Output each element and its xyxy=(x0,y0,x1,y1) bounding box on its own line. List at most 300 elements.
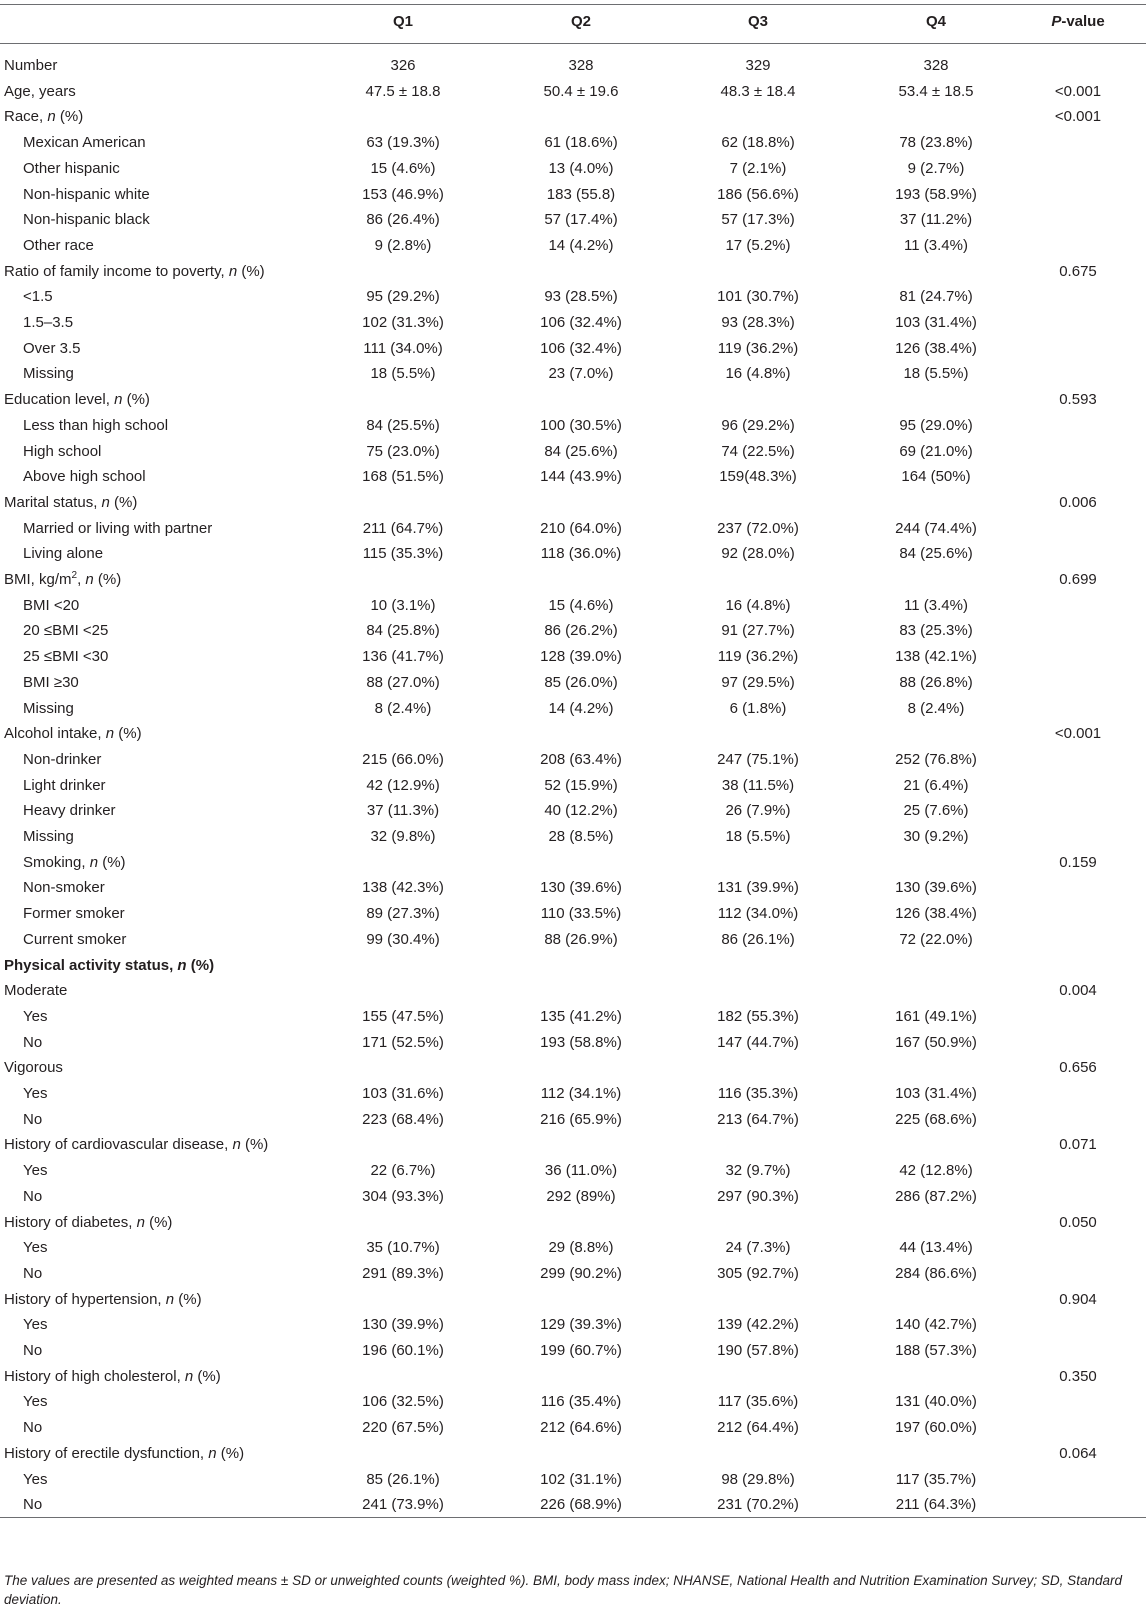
row-label xyxy=(23,1389,47,1415)
row-label xyxy=(4,1210,172,1236)
row-label xyxy=(23,233,94,259)
row-label-text: 20 ≤BMI <25 xyxy=(23,622,109,640)
row-label-text: Yes xyxy=(23,1007,48,1025)
table-row xyxy=(0,824,1146,850)
cell-q1: 15 (4.6%) xyxy=(370,159,436,177)
row-label-text: History of hypertension, xyxy=(4,1290,166,1308)
cell-q2: 292 (89%) xyxy=(546,1187,616,1205)
row-label xyxy=(4,104,83,130)
row-label-tail: (%) xyxy=(55,108,84,126)
row-label-text: Heavy drinker xyxy=(23,802,116,820)
row-label-text: No xyxy=(23,1496,43,1514)
table-row xyxy=(0,593,1146,619)
table-row xyxy=(0,721,1146,747)
cell-p-value: <0.001 xyxy=(1054,725,1102,743)
row-label-italic: n xyxy=(101,493,110,511)
row-label-text: Non-drinker xyxy=(23,750,102,768)
row-label xyxy=(23,824,74,850)
table-header-row xyxy=(0,9,1146,35)
row-label-text: 25 ≤BMI <30 xyxy=(23,648,109,666)
cell-q3: 147 (44.7%) xyxy=(717,1033,799,1051)
row-label-text: Above high school xyxy=(23,468,146,486)
table-row xyxy=(0,901,1146,927)
row-label-text: Education level, xyxy=(4,391,115,409)
row-label xyxy=(4,1364,221,1390)
row-label-text: Yes xyxy=(23,1316,48,1334)
row-label-text: Yes xyxy=(23,1162,48,1180)
cell-q4: 30 (9.2%) xyxy=(903,828,969,845)
header-p-value xyxy=(1028,9,1128,35)
header-p-rest: -value xyxy=(1061,13,1105,30)
cell-q3: 119 (36.2%) xyxy=(717,339,799,357)
row-label xyxy=(4,387,150,413)
cell-q2: 208 (63.4%) xyxy=(540,750,622,768)
row-label xyxy=(23,696,74,722)
table-row xyxy=(0,490,1146,516)
row-label-tail: (%) xyxy=(216,1444,245,1462)
cell-q2: 57 (17.4%) xyxy=(544,211,618,229)
table-row xyxy=(0,1184,1146,1210)
cell-q2: 13 (4.0%) xyxy=(548,159,614,177)
row-label-superscript: 2 xyxy=(71,570,78,581)
table-row xyxy=(0,387,1146,413)
row-label-text: Yes xyxy=(23,1239,48,1257)
row-label-text: Number xyxy=(4,57,58,74)
row-label xyxy=(23,1415,42,1441)
cell-q4: 37 (11.2%) xyxy=(899,211,973,229)
row-label-text: Non-smoker xyxy=(23,879,105,897)
cell-p-value: 0.064 xyxy=(1059,1444,1097,1462)
header-q4: Q4 xyxy=(925,13,946,30)
table-row xyxy=(0,618,1146,644)
table-row xyxy=(0,182,1146,208)
cell-q2: 183 (55.8) xyxy=(546,185,616,203)
table-row xyxy=(0,336,1146,362)
row-label xyxy=(23,310,73,336)
cell-q2: 28 (8.5%) xyxy=(548,828,614,845)
row-label xyxy=(23,670,79,696)
cell-q3: 26 (7.9%) xyxy=(725,802,791,820)
row-label xyxy=(23,1081,47,1107)
cell-q2: 226 (68.9%) xyxy=(540,1496,622,1514)
row-label-text: Ratio of family income to poverty, xyxy=(4,262,229,280)
row-label-tail: (%) xyxy=(114,725,142,743)
row-label-text: No xyxy=(23,1033,43,1051)
row-label-italic: n xyxy=(85,571,94,588)
cell-q1: 10 (3.1%) xyxy=(370,596,436,614)
row-label xyxy=(4,1132,268,1158)
cell-p-value: 0.071 xyxy=(1059,1136,1097,1154)
cell-q2: 85 (26.0%) xyxy=(544,673,618,691)
row-label-tail: (%) xyxy=(240,1136,269,1154)
cell-q4: 8 (2.4%) xyxy=(907,699,965,717)
cell-q2: 23 (7.0%) xyxy=(548,365,614,383)
row-label xyxy=(23,1235,47,1261)
cell-q4: 193 (58.9%) xyxy=(895,185,977,203)
row-label xyxy=(4,259,265,285)
cell-q3: 96 (29.2%) xyxy=(721,416,795,434)
row-label-tail: (%) xyxy=(186,956,215,974)
cell-q3: 24 (7.3%) xyxy=(725,1239,791,1257)
cell-q3: 116 (35.3%) xyxy=(717,1085,799,1102)
cell-q4: 286 (87.2%) xyxy=(895,1187,977,1205)
cell-q4: 188 (57.3%) xyxy=(895,1342,977,1359)
cell-q4: 244 (74.4%) xyxy=(895,519,977,537)
table-row xyxy=(0,1287,1146,1313)
cell-q1: 291 (89.3%) xyxy=(362,1264,444,1282)
table-row xyxy=(0,1261,1146,1287)
cell-q4: 25 (7.6%) xyxy=(903,802,969,820)
table-header-rule xyxy=(0,43,1146,44)
cell-q3: 119 (36.2%) xyxy=(717,648,799,666)
row-label xyxy=(23,1492,42,1518)
cell-q4: 103 (31.4%) xyxy=(895,1085,977,1102)
cell-q3: 38 (11.5%) xyxy=(721,776,795,794)
row-label-text: Light drinker xyxy=(23,776,106,794)
table-row xyxy=(0,464,1146,490)
table-row xyxy=(0,310,1146,336)
table-row xyxy=(0,79,1146,105)
cell-q4: 126 (38.4%) xyxy=(895,905,977,923)
cell-q2: 118 (36.0%) xyxy=(540,545,622,563)
row-label: BMI, $kg/m^2$, n (%) xyxy=(4,570,122,588)
row-label-text: BMI ≥30 xyxy=(23,673,79,691)
cell-q4: 130 (39.6%) xyxy=(895,879,977,897)
row-label-italic: n xyxy=(47,108,56,126)
row-label xyxy=(23,207,150,233)
row-label-italic: n xyxy=(105,725,115,743)
cell-q3: 237 (72.0%) xyxy=(717,519,799,537)
table-row xyxy=(0,1415,1146,1441)
table-row xyxy=(0,875,1146,901)
cell-q2: 102 (31.1%) xyxy=(540,1470,622,1488)
cell-q4: 167 (50.9%) xyxy=(895,1033,977,1051)
row-label-text: No xyxy=(23,1264,43,1282)
cell-q1: 304 (93.3%) xyxy=(362,1187,444,1205)
cell-q3: 7 (2.1%) xyxy=(729,159,787,177)
table-row xyxy=(0,1107,1146,1133)
row-label-text: Married or living with partner xyxy=(23,519,213,537)
row-label-italic: n xyxy=(114,391,123,409)
cell-q4: 18 (5.5%) xyxy=(903,365,969,383)
table-row xyxy=(0,1235,1146,1261)
cell-q3: 247 (75.1%) xyxy=(717,750,799,768)
cell-p-value: 0.904 xyxy=(1059,1290,1097,1308)
cell-q4: 11 (3.4%) xyxy=(904,596,968,614)
cell-q2: 116 (35.4%) xyxy=(540,1393,622,1411)
row-label-text: Age, years xyxy=(4,82,76,100)
table-row xyxy=(0,516,1146,542)
cell-q3: 297 (90.3%) xyxy=(717,1187,799,1205)
row-label-italic: n xyxy=(136,1213,145,1231)
cell-q3: 92 (28.0%) xyxy=(721,545,795,563)
cell-q3: 101 (30.7%) xyxy=(717,288,799,306)
cell-q1: 215 (66.0%) xyxy=(362,750,444,768)
table-row xyxy=(0,1158,1146,1184)
table-row xyxy=(0,207,1146,233)
header-q3: Q3 xyxy=(747,13,768,30)
cell-q2: 61 (18.6%) xyxy=(544,134,618,152)
cell-q3: 213 (64.7%) xyxy=(717,1110,799,1128)
cell-q4: 131 (40.0%) xyxy=(895,1393,977,1411)
row-label xyxy=(23,156,120,182)
row-label-text: Other hispanic xyxy=(23,159,120,177)
cell-q1: 88 (27.0%) xyxy=(366,673,440,691)
cell-q2: 135 (41.2%) xyxy=(540,1007,622,1025)
row-label-italic: n xyxy=(177,956,187,974)
cell-q1: 89 (27.3%) xyxy=(366,905,440,923)
cell-p-value: 0.159 xyxy=(1059,853,1097,871)
cell-q4: 164 (50%) xyxy=(901,468,971,486)
cell-q3: 212 (64.4%) xyxy=(717,1419,799,1437)
row-label xyxy=(23,413,168,439)
cell-q4: 225 (68.6%) xyxy=(895,1110,977,1128)
cell-q3: 62 (18.8%) xyxy=(721,134,795,152)
cell-q3: 16 (4.8%) xyxy=(725,365,791,383)
cell-q4: 126 (38.4%) xyxy=(895,339,977,357)
cell-q4: 84 (25.6%) xyxy=(899,545,973,563)
row-label-italic: n xyxy=(165,1290,175,1308)
row-label xyxy=(23,336,81,362)
cell-q1: 95 (29.2%) xyxy=(366,288,440,306)
row-label-tail: (%) xyxy=(122,391,150,409)
row-label xyxy=(4,79,76,105)
cell-q3: 91 (27.7%) xyxy=(721,622,795,640)
cell-q4: 161 (49.1%) xyxy=(895,1007,977,1025)
table-row xyxy=(0,1338,1146,1364)
row-label-text: No xyxy=(23,1419,43,1437)
cell-q1: 102 (31.3%) xyxy=(362,314,444,331)
cell-p-value: 0.593 xyxy=(1059,391,1097,409)
cell-q3: 231 (70.2%) xyxy=(717,1496,799,1514)
cell-q1: 85 (26.1%) xyxy=(366,1470,440,1488)
cell-q3: 182 (55.3%) xyxy=(717,1007,799,1025)
row-label-text: History of diabetes, xyxy=(4,1213,137,1231)
row-label xyxy=(23,130,146,156)
row-label xyxy=(23,850,126,876)
cell-q2: 93 (28.5%) xyxy=(544,288,618,306)
cell-p-value: 0.050 xyxy=(1059,1213,1097,1231)
table-row xyxy=(0,747,1146,773)
cell-q1: 171 (52.5%) xyxy=(362,1033,444,1051)
cell-q1: 99 (30.4%) xyxy=(366,930,440,948)
cell-q4: 197 (60.0%) xyxy=(895,1419,977,1437)
table-row xyxy=(0,1055,1146,1081)
table-row xyxy=(0,104,1146,130)
cell-q2: 130 (39.6%) xyxy=(540,879,622,897)
header-q1: Q1 xyxy=(392,13,413,30)
row-label-text: 1.5–3.5 xyxy=(23,314,74,331)
cell-q1: 326 xyxy=(390,57,416,74)
table-row xyxy=(0,1467,1146,1493)
row-label-text: Less than high school xyxy=(23,416,169,434)
row-label xyxy=(23,1184,42,1210)
row-label xyxy=(23,593,79,619)
row-label xyxy=(4,978,67,1004)
cell-q1: 241 (73.9%) xyxy=(362,1496,444,1514)
row-label xyxy=(4,721,142,747)
row-label-italic: n xyxy=(232,1136,241,1154)
row-label-tail: (%) xyxy=(98,853,126,871)
table-row xyxy=(0,1364,1146,1390)
row-label xyxy=(23,1004,47,1030)
row-label-text: Missing xyxy=(23,365,74,383)
table-row xyxy=(0,1081,1146,1107)
table-row xyxy=(0,1030,1146,1056)
cell-q1: 211 (64.7%) xyxy=(362,519,444,537)
cell-p-value: 0.656 xyxy=(1059,1059,1097,1077)
cell-q1: 32 (9.8%) xyxy=(370,828,436,845)
table-row xyxy=(0,696,1146,722)
cell-q1: 196 (60.1%) xyxy=(362,1342,444,1359)
cell-q4: 88 (26.8%) xyxy=(899,673,973,691)
table-row xyxy=(0,130,1146,156)
cell-q2: 106 (32.4%) xyxy=(540,339,622,357)
cell-q2: 40 (12.2%) xyxy=(544,802,618,820)
table-row xyxy=(0,284,1146,310)
cell-q4: 140 (42.7%) xyxy=(895,1316,977,1334)
cell-q4: 138 (42.1%) xyxy=(895,648,977,666)
cell-q2: 36 (11.0%) xyxy=(544,1162,618,1180)
header-p-italic: P xyxy=(1051,13,1062,30)
row-label xyxy=(23,439,101,465)
table-top-rule xyxy=(0,4,1146,5)
cell-q1: 18 (5.5%) xyxy=(370,365,436,383)
table-row xyxy=(0,1210,1146,1236)
cell-q4: 284 (86.6%) xyxy=(895,1264,977,1282)
cell-q3: 97 (29.5%) xyxy=(721,673,795,691)
cell-q3: 305 (92.7%) xyxy=(717,1264,799,1282)
row-label-text: Physical activity status, xyxy=(4,956,178,974)
row-label-text: Non-hispanic white xyxy=(23,185,150,203)
cell-q4: 9 (2.7%) xyxy=(907,159,965,177)
cell-q2: 210 (64.0%) xyxy=(540,519,622,537)
cell-q3: 32 (9.7%) xyxy=(725,1162,791,1180)
table-row xyxy=(0,1132,1146,1158)
row-label-text: Yes xyxy=(23,1085,48,1102)
cell-q3: 98 (29.8%) xyxy=(721,1470,795,1488)
cell-q1: 75 (23.0%) xyxy=(366,442,440,460)
cell-q1: 47.5 ± 18.8 xyxy=(365,82,441,100)
cell-q1: 8 (2.4%) xyxy=(374,699,432,717)
cell-q1: 86 (26.4%) xyxy=(366,211,440,229)
cell-q3: 48.3 ± 18.4 xyxy=(720,82,796,100)
row-label-text: No xyxy=(23,1110,43,1128)
row-label xyxy=(23,773,106,799)
row-label-text: Yes xyxy=(23,1470,48,1488)
table-row xyxy=(0,1492,1146,1518)
table-row xyxy=(0,413,1146,439)
row-label xyxy=(4,490,137,516)
cell-q1: 22 (6.7%) xyxy=(370,1162,436,1180)
cell-p-value: <0.001 xyxy=(1054,82,1102,100)
table-row xyxy=(0,927,1146,953)
table-row xyxy=(0,439,1146,465)
cell-p-value: 0.004 xyxy=(1059,982,1097,1000)
cell-q2: 14 (4.2%) xyxy=(548,236,614,254)
row-label-tail: (%) xyxy=(144,1213,173,1231)
cell-q3: 117 (35.6%) xyxy=(717,1393,799,1411)
cell-q3: 131 (39.9%) xyxy=(717,879,799,897)
table-row xyxy=(0,541,1146,567)
cell-q2: 328 xyxy=(568,57,594,74)
cell-q2: 144 (43.9%) xyxy=(540,468,622,486)
row-label xyxy=(4,953,214,979)
cell-q2: 112 (34.1%) xyxy=(540,1085,622,1102)
cell-q1: 37 (11.3%) xyxy=(366,802,440,820)
row-label xyxy=(23,541,103,567)
cell-q4: 69 (21.0%) xyxy=(899,442,973,460)
cell-q1: 220 (67.5%) xyxy=(362,1419,444,1437)
table-row xyxy=(0,1389,1146,1415)
cell-q1: 63 (19.3%) xyxy=(366,134,440,152)
cell-q3: 186 (56.6%) xyxy=(717,185,799,203)
row-label xyxy=(4,53,57,79)
cell-q1: 138 (42.3%) xyxy=(362,879,444,897)
row-label-tail: (%) xyxy=(193,1367,221,1385)
row-label-text: Living alone xyxy=(23,545,104,563)
cell-q4: 117 (35.7%) xyxy=(895,1470,977,1488)
cell-q3: 139 (42.2%) xyxy=(717,1316,799,1334)
table-row xyxy=(0,259,1146,285)
row-label-text: Vigorous xyxy=(4,1059,63,1077)
cell-q3: 16 (4.8%) xyxy=(725,596,791,614)
cell-q3: 17 (5.2%) xyxy=(725,236,791,254)
cell-q4: 53.4 ± 18.5 xyxy=(898,82,974,100)
cell-q3: 18 (5.5%) xyxy=(725,828,791,845)
row-label-text: Alcohol intake, xyxy=(4,725,106,743)
cell-q1: 168 (51.5%) xyxy=(362,468,444,486)
row-label xyxy=(23,875,105,901)
table-row xyxy=(0,53,1146,79)
cell-p-value: 0.006 xyxy=(1059,493,1097,511)
row-label-text: History of cardiovascular disease, xyxy=(4,1136,233,1154)
table-row xyxy=(0,156,1146,182)
row-label xyxy=(23,516,212,542)
table-row xyxy=(0,773,1146,799)
cell-q3: 86 (26.1%) xyxy=(721,930,795,948)
row-label-text: Missing xyxy=(23,828,74,845)
table-row xyxy=(0,567,1146,593)
row-label-text: Other race xyxy=(23,236,94,254)
cell-q4: 211 (64.3%) xyxy=(895,1496,977,1514)
cell-q3: 74 (22.5%) xyxy=(721,442,795,460)
row-label-text: Non-hispanic black xyxy=(23,211,150,229)
cell-q2: 15 (4.6%) xyxy=(548,596,614,614)
row-label-text: Smoking, xyxy=(23,853,90,871)
row-label xyxy=(23,1467,47,1493)
cell-q2: 106 (32.4%) xyxy=(540,314,622,331)
row-label-text: Missing xyxy=(23,699,74,717)
cell-q4: 95 (29.0%) xyxy=(899,416,973,434)
row-label-text: Race, xyxy=(4,108,48,126)
row-label xyxy=(23,1338,42,1364)
table-row xyxy=(0,644,1146,670)
cell-q3: 6 (1.8%) xyxy=(729,699,787,717)
cell-q1: 35 (10.7%) xyxy=(366,1239,440,1257)
row-label xyxy=(23,798,116,824)
row-label xyxy=(23,1107,42,1133)
cell-q2: 299 (90.2%) xyxy=(540,1264,622,1282)
row-label-text: BMI, kg/m xyxy=(4,571,72,588)
row-label xyxy=(23,1312,47,1338)
cell-q2: 50.4 ± 19.6 xyxy=(543,82,619,100)
cell-q2: 129 (39.3%) xyxy=(540,1316,622,1334)
cell-q1: 84 (25.8%) xyxy=(366,622,440,640)
cell-q1: 111 (34.0%) xyxy=(363,339,443,357)
row-label xyxy=(4,1055,63,1081)
row-label-tail: (%) xyxy=(93,571,122,588)
